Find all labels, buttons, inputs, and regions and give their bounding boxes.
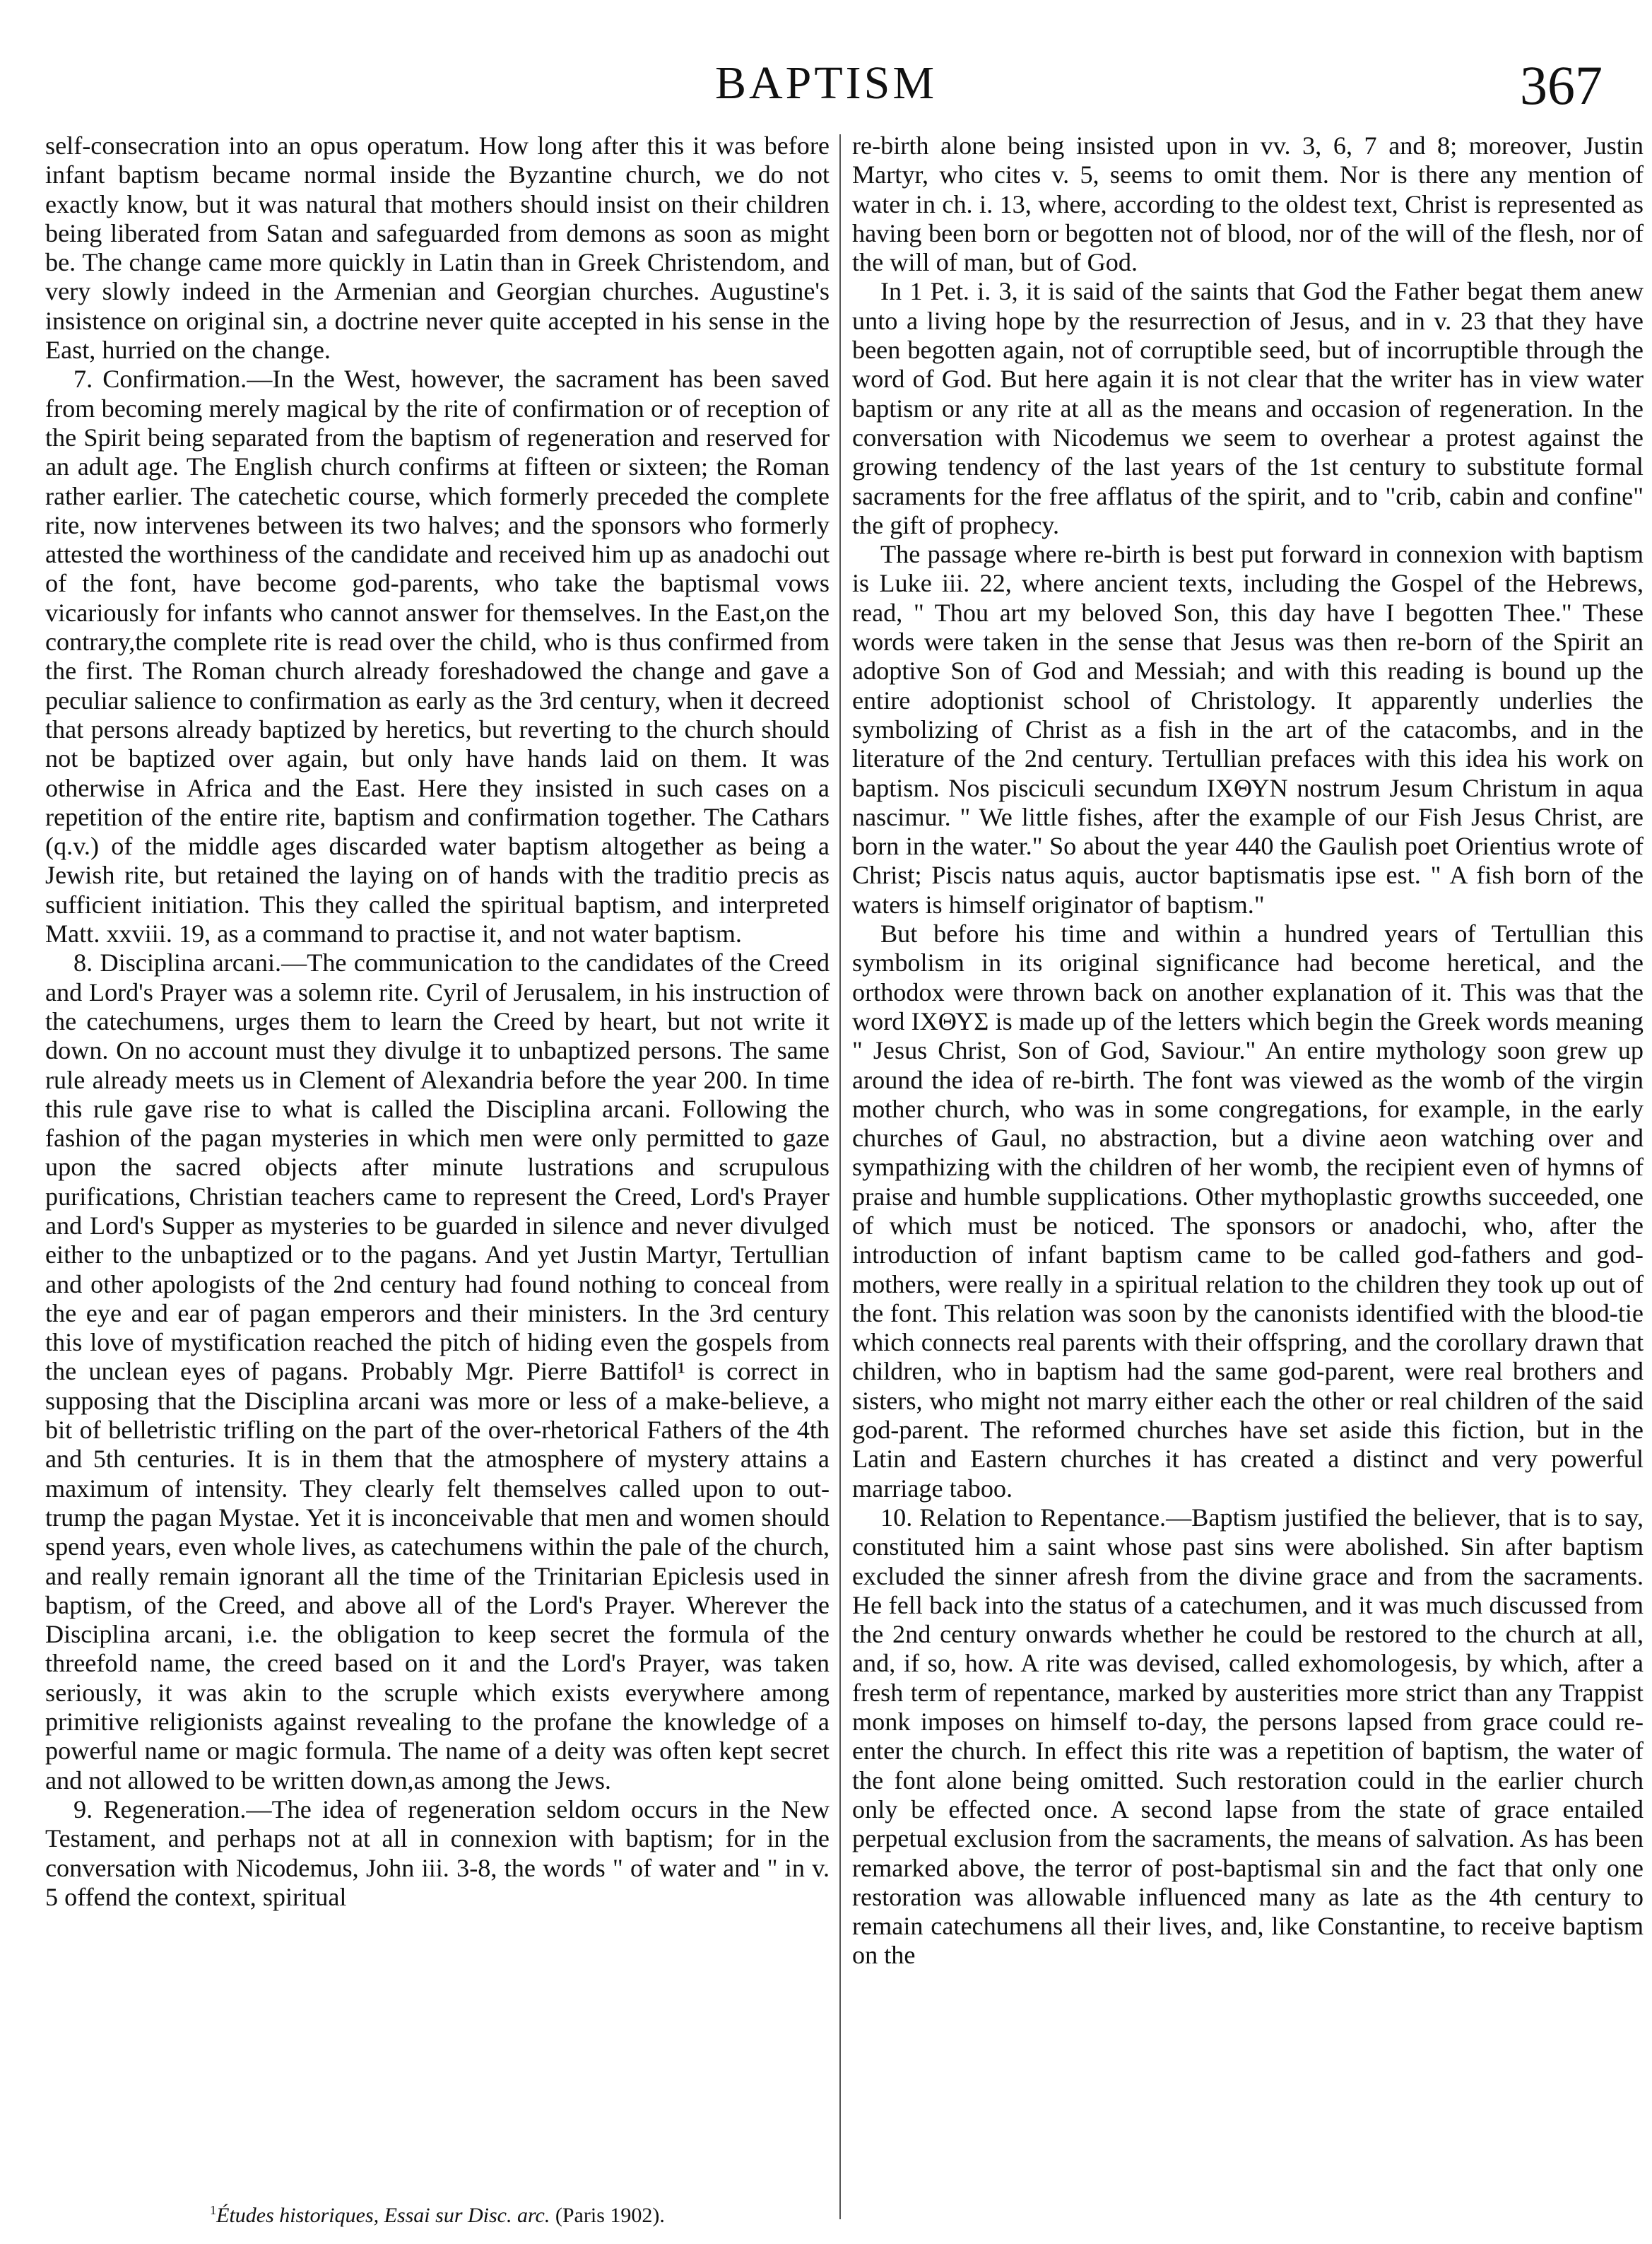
paragraph: The passage where re-birth is best put forward in connexion with baptism is Luke iii. 22, where ancient texts, including the Gospel of the Hebrews, read, " Thou art my beloved Son, this day have I begotten Thee." These words were taken in the sense that Jesus was then re-born of the Spirit an adoptive Son of God and Messiah; and with this reading is bound up the entire adoptionist school of Christology. It apparently underlies the symbolizing of Christ as a fish in the art of the catacombs, and in the literature of the 2nd century. Tertullian prefaces with this idea his work on baptism. Nos pisciculi secundum ΙΧΘΥΝ nostrum Jesum Christum in aqua nascimur. " We little fishes, after the example of our Fish Jesus Christ, are born in the water." So about the year 440 the Gaulish poet Orientius wrote of Christ; Piscis natus aquis, auctor baptismatis ipse est. " A fish born of the waters is himself originator of baptism." — [852, 540, 1644, 919]
paragraph-regeneration: 9. Regeneration.—The idea of regeneration seldom occurs in the New Testament, and perhaps not at all in connexion with baptism; for in the conversation with Nicodemus, John iii. 3-8, the words " of water and " in v. 5 offend the context, spiritual — [45, 1794, 830, 1911]
paragraph: In 1 Pet. i. 3, it is said of the saints that God the Father begat them anew unto a living hope by the resurrection of Jesus, and in v. 23 that they have been begotten again, not of corruptible seed, but of incorruptible through the word of God. But here again it is not clear that the writer has in view water baptism or any rite at all as the means and occasion of regeneration. In the conversation with Nicodemus we seem to overhear a protest against the growing tendency of the last years of the 1st century to substitute formal sacraments for the free afflatus of the spirit, and to "crib, cabin and confine" the gift of prophecy. — [852, 277, 1644, 539]
footnote — [45, 2204, 830, 2228]
paragraph-relation-to-repentance: 10. Relation to Repentance.—Baptism justified the believer, that is to say, constituted him a saint whose past sins were abolished. Sin after baptism excluded the sinner afresh from the divine grace and from the sacraments. He fell back into the status of a catechumen, and it was much discussed from the 2nd century onwards whether he could be restored to the church at all, and, if so, how. A rite was devised, called exhomologesis, by which, after a fresh term of repentance, marked by austerities more strict than any Trappist monk imposes on himself to-day, the persons lapsed from grace could re-enter the church. In effect this rite was a repetition of baptism, the water of the font alone being omitted. Such restoration could in the earlier church only be effected once. A second lapse from the state of grace entailed perpetual exclusion from the sacraments, the means of salvation. As has been remarked above, the terror of post-baptismal sin and the fact that only one restoration was allowable influenced many as late as the 4th century to remain catechumens all their lives, and, like Constantine, to receive baptism on the — [852, 1503, 1644, 1970]
footnote-marker: 1 — [210, 2203, 217, 2217]
page-number: 367 — [1520, 54, 1603, 116]
paragraph: But before his time and within a hundred years of Tertullian this symbolism in its original significance had become heretical, and the orthodox were thrown back on another explanation of it. This was that the word ΙΧΘΥΣ is made up of the letters which begin the Greek words meaning " Jesus Christ, Son of God, Saviour." An entire mythology soon grew up around the idea of re-birth. The font was viewed as the womb of the virgin mother church, who was in some congregations, for example, in the early churches of Gaul, no abstraction, but a divine aeon watching over and sympathizing with the children of her womb, the recipient even of hymns of praise and humble supplications. Other mythoplastic growths succeeded, one of which must be noticed. The sponsors or anadochi, who, after the introduction of infant baptism came to be called god-fathers and god-mothers, were really in a spiritual relation to the children they took up out of the font. This relation was soon by the canonists identified with the blood-tie which connects real parents with their offspring, and the corollary drawn that children, who in baptism had the same god-parent, were real brothers and sisters, who might not marry either each the other or real children of the said god-parent. The reformed churches have set aside this fiction, but in the Latin and Eastern churches it has created a distinct and very powerful marriage taboo. — [852, 920, 1644, 1503]
paragraph: self-consecration into an opus operatum. How long after this it was before infant baptism became normal inside the Byzantine church, we do not exactly know, but it was natural that mothers should insist on their children being liberated from Satan and safeguarded from demons as soon as might be. The change came more quickly in Latin than in Greek Christendom, and very slowly indeed in the Armenian and Georgian churches. Augustine's insistence on original sin, a doctrine never quite accepted in his sense in the East, hurried on the change. — [45, 131, 830, 365]
footnote-title: Études historiques, Essai sur Disc. arc. — [216, 2204, 550, 2227]
paragraph-confirmation: 7. Confirmation.—In the West, however, the sacrament has been saved from becoming merely magical by the rite of confirmation or of reception of the Spirit being separated from the baptism of regeneration and reserved for an adult age. The English church confirms at fifteen or sixteen; the Roman rather earlier. The catechetic course, which formerly preceded the complete rite, now intervenes between its two halves; and the sponsors who formerly attested the worthiness of the candidate and received him up as anadochi out of the font, have become god-parents, who take the baptismal vows vicariously for infants who cannot answer for themselves. In the East,on the contrary,the complete rite is read over the child, who is thus confirmed from the first. The Roman church already foreshadowed the change and gave a peculiar salience to confirmation as early as the 3rd century, when it decreed that persons already baptized by heretics, but reverting to the church should not be baptized over again, but only have hands laid on them. It was otherwise in Africa and the East. Here they insisted in such cases on a repetition of the entire rite, baptism and confirmation together. The Cathars (q.v.) of the middle ages discarded water baptism altogether as being a Jewish rite, but retained the laying on of hands with the traditio precis as sufficient initiation. This they called the spiritual baptism, and interpreted Matt. xxviii. 19, as a command to practise it, and not water baptism. — [45, 365, 830, 948]
right-column — [852, 131, 1644, 2216]
page-title: BAPTISM — [714, 57, 938, 109]
paragraph-disciplina-arcani: 8. Disciplina arcani.—The communication to the candidates of the Creed and Lord's Prayer was a solemn rite. Cyril of Jerusalem, in his instruction of the catechumens, urges them to learn the Creed by heart, but not write it down. On no account must they divulge it to unbaptized persons. The same rule already meets us in Clement of Alexandria before the year 200. In time this rule gave rise to what is called the Disciplina arcani. Following the fashion of the pagan mysteries in which men were only permitted to gaze upon the sacred objects after minute lustrations and scrupulous purifications, Christian teachers came to represent the Creed, Lord's Prayer and Lord's Supper as mysteries to be guarded in silence and never divulged either to the unbaptized or to the pagans. And yet Justin Martyr, Tertullian and other apologists of the 2nd century had found nothing to conceal from the eye and ear of pagan emperors and their ministers. In the 3rd century this love of mystification reached the pitch of hiding even the gospels from the unclean eyes of pagans. Probably Mgr. Pierre Battifol¹ is correct in supposing that the Disciplina arcani was more or less of a make-believe, a bit of belletristic trifling on the part of the over-rhetorical Fathers of the 4th and 5th centuries. It is in them that the atmosphere of mystery attains a maximum of intensity. They clearly felt themselves called upon to out-trump the pagan Mystae. Yet it is inconceivable that men and women should spend years, even whole lives, as catechumens within the pale of the church, and really remain ignorant all the time of the Trinitarian Epiclesis used in baptism, of the Creed, and above all of the Lord's Prayer. Wherever the Disciplina arcani, i.e. the obligation to keep secret the formula of the threefold name, the creed based on it and the Lord's Prayer, was taken seriously, it was akin to the scruple which exists everywhere among primitive religionists against revealing to the profane the knowledge of a powerful name or magic formula. The name of a deity was often kept secret and not allowed to be written down,as among the Jews. — [45, 948, 830, 1794]
paragraph: re-birth alone being insisted upon in vv. 3, 6, 7 and 8; moreover, Justin Martyr, who cites v. 5, seems to omit them. Nor is there any mention of water in ch. i. 13, where, according to the oldest text, Christ is represented as having been born or begotten not of blood, nor of the will of the flesh, nor of the will of man, but of God. — [852, 131, 1644, 277]
column-divider — [839, 134, 841, 2219]
footnote-detail: (Paris 1902). — [555, 2204, 665, 2227]
left-column — [45, 131, 830, 2216]
page-header — [0, 54, 1652, 134]
